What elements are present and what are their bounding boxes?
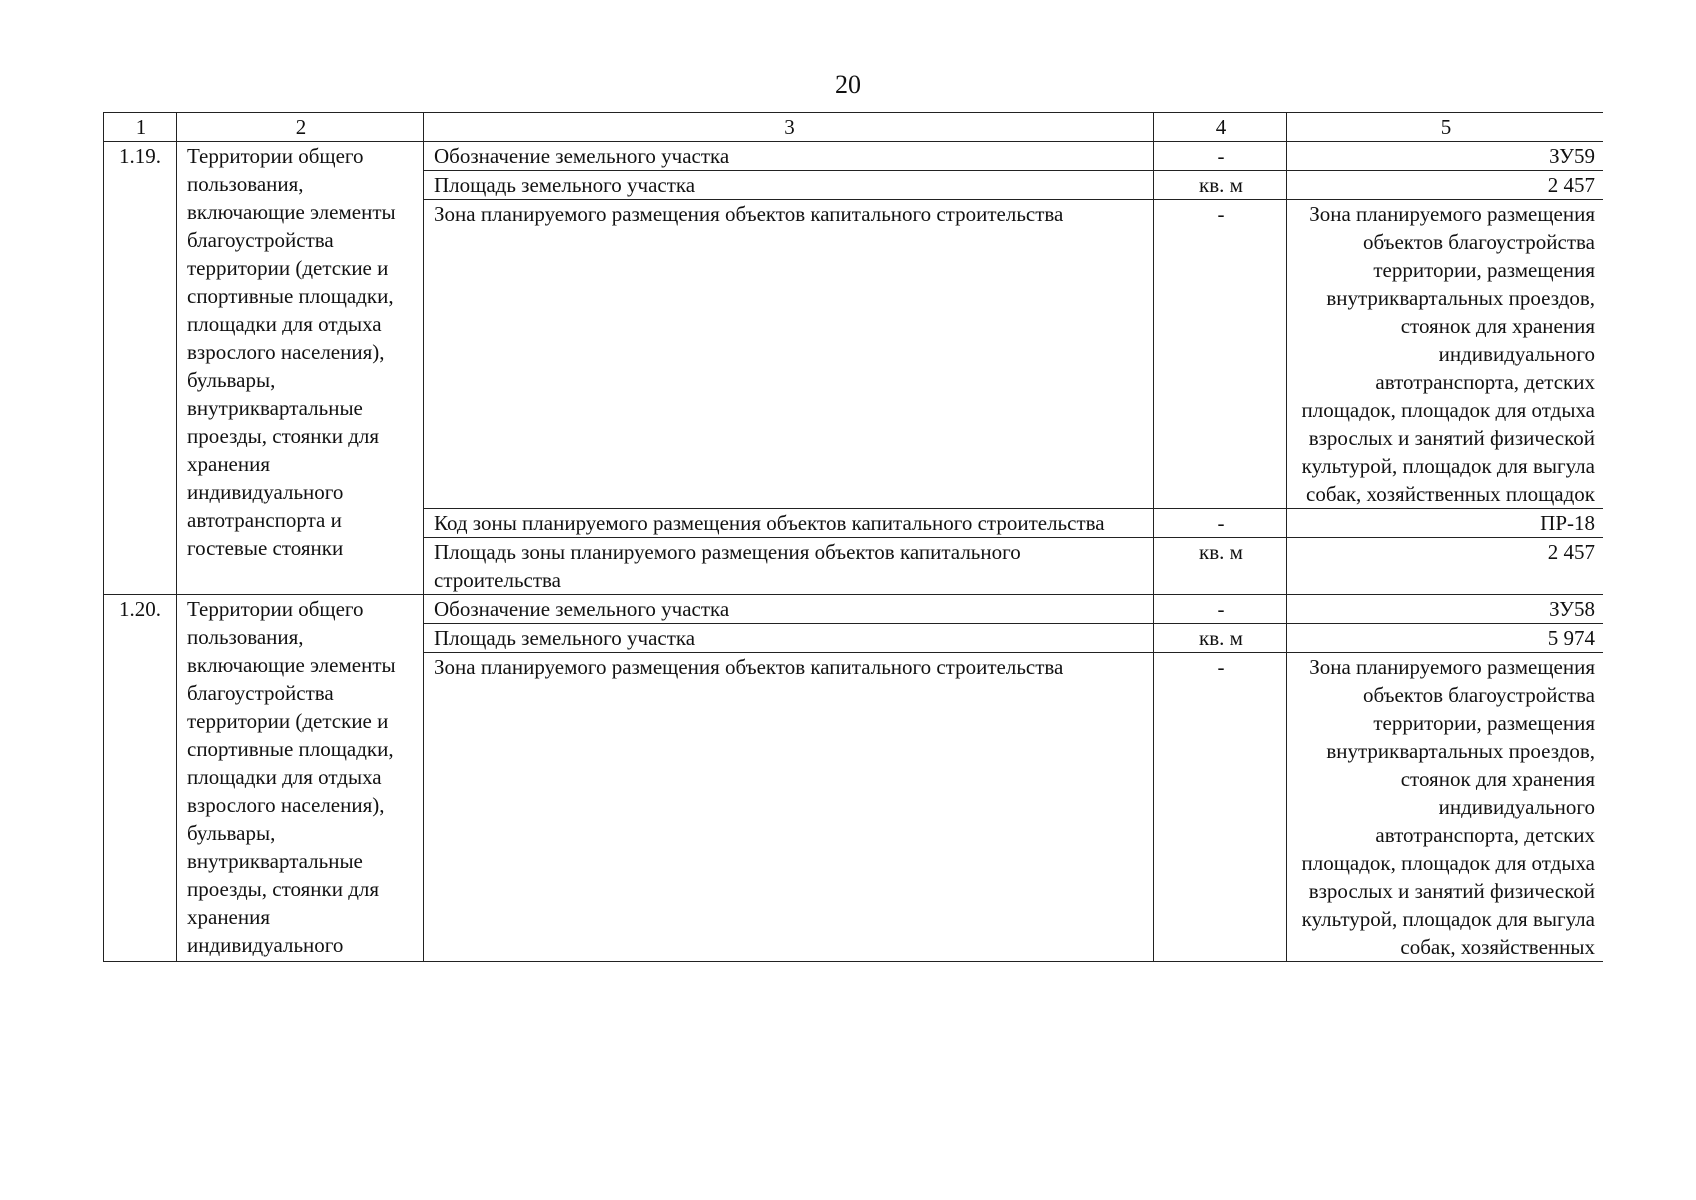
value: Зона планируемого размещения объектов благоустройства территории, размещения внутриквартальных проездов, стоянок для хранения индивидуального автотранспорта, детских площадок, площадок для отдыха взрослых и занятий физической культурой, площадок для выгула собак, хозяйственных площадок — [1287, 200, 1604, 509]
parameter-name: Код зоны планируемого размещения объектов капитального строительства — [424, 509, 1154, 538]
unit: - — [1154, 200, 1287, 509]
value: 2 457 — [1287, 171, 1604, 200]
value: Зона планируемого размещения объектов благоустройства территории, размещения внутриквартальных проездов, стоянок для хранения индивидуального автотранспорта, детских площадок, площадок для отдыха взрослых и занятий физической культурой, площадок для выгула собак, хозяйственных — [1287, 653, 1604, 962]
column-header: 2 — [177, 113, 424, 142]
unit: - — [1154, 653, 1287, 962]
parameter-name: Обозначение земельного участка — [424, 142, 1154, 171]
unit: - — [1154, 142, 1287, 171]
territory-name: Территории общего пользования, включающие элементы благоустройства территории (детские и спортивные площадки, площадки для отдыха взрослого населения), бульвары, внутриквартальные проезды, стоянки для хранения индивидуального — [177, 595, 424, 962]
parameter-name: Площадь земельного участка — [424, 171, 1154, 200]
header-row — [104, 113, 1604, 142]
unit: - — [1154, 509, 1287, 538]
value: ЗУ59 — [1287, 142, 1604, 171]
parameter-name: Площадь земельного участка — [424, 624, 1154, 653]
column-header: 3 — [424, 113, 1154, 142]
column-header: 5 — [1287, 113, 1604, 142]
value: ЗУ58 — [1287, 595, 1604, 624]
parcel-table — [103, 112, 1603, 962]
table-row — [104, 142, 1604, 171]
unit: - — [1154, 595, 1287, 624]
item-number: 1.19. — [104, 142, 177, 595]
parcel-table-container — [103, 112, 1603, 1128]
table-row — [104, 595, 1604, 624]
unit: кв. м — [1154, 171, 1287, 200]
item-number: 1.20. — [104, 595, 177, 962]
value: 2 457 — [1287, 538, 1604, 595]
parameter-name: Площадь зоны планируемого размещения объектов капитального строительства — [424, 538, 1154, 595]
value: ПР-18 — [1287, 509, 1604, 538]
column-header: 4 — [1154, 113, 1287, 142]
parameter-name: Зона планируемого размещения объектов капитального строительства — [424, 653, 1154, 962]
parameter-name: Зона планируемого размещения объектов капитального строительства — [424, 200, 1154, 509]
value: 5 974 — [1287, 624, 1604, 653]
unit: кв. м — [1154, 624, 1287, 653]
column-header: 1 — [104, 113, 177, 142]
parameter-name: Обозначение земельного участка — [424, 595, 1154, 624]
unit: кв. м — [1154, 538, 1287, 595]
territory-name: Территории общего пользования, включающие элементы благоустройства территории (детские и спортивные площадки, площадки для отдыха взрослого населения), бульвары, внутриквартальные проезды, стоянки для хранения индивидуального автотранспорта и гостевые стоянки — [177, 142, 424, 595]
page-number: 20 — [835, 70, 861, 99]
